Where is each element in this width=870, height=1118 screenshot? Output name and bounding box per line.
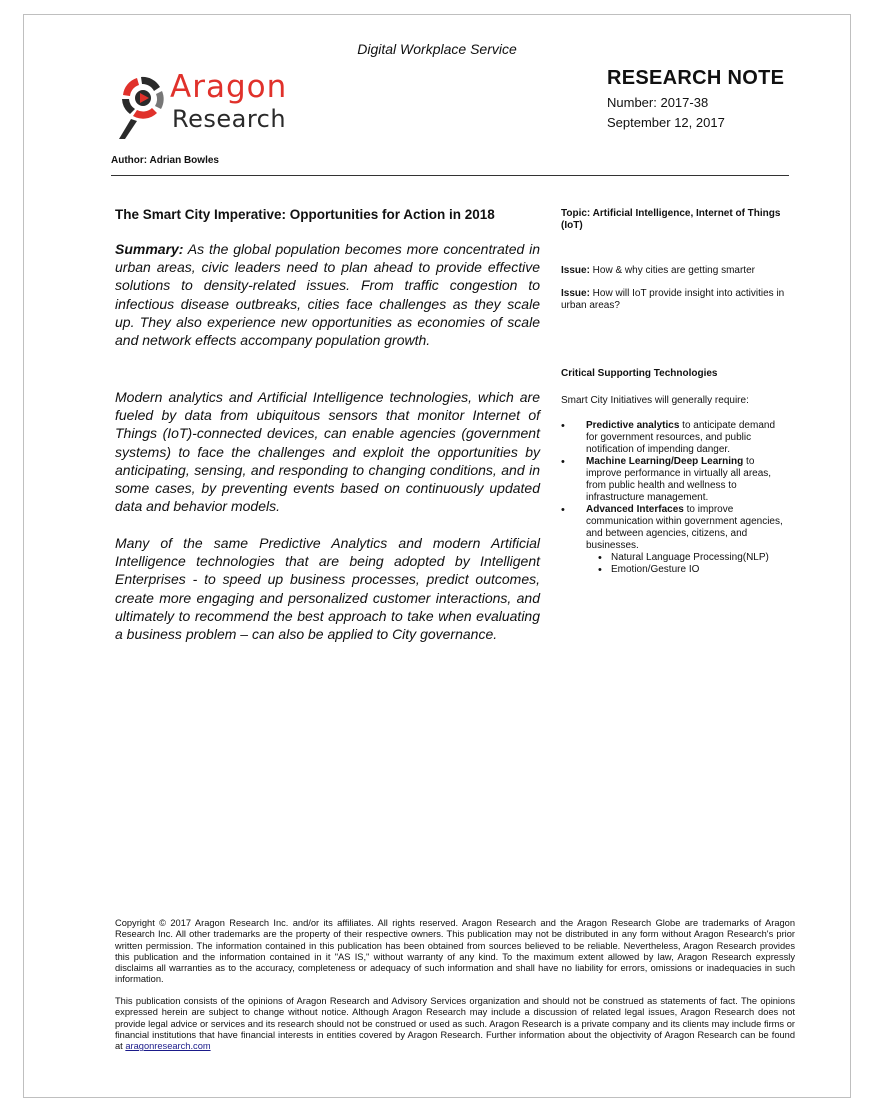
opinions-notice: This publication consists of the opinions of Aragon Research and Advisory Services organization and should not be construed as statements of fact. The opinions expressed herein are subject to change without notice. Although Aragon Research may include a discussion of related legal issues, Aragon Research does not provide legal advice or services and its research should not be construed or used as such. Aragon Research is a private company and its clients may include firms or financial institutions that have financial interests in entities covered by Aragon Research. Further information about the objectivity of Aragon Research can be found at aragonresearch.com: [115, 996, 795, 1052]
note-date: September 12, 2017: [607, 115, 725, 130]
aragon-globe-icon: [117, 69, 169, 139]
article-title: The Smart City Imperative: Opportunities for Action in 2018: [115, 207, 495, 222]
logo-word-aragon: Aragon: [170, 69, 288, 105]
list-item: • Machine Learning/Deep Learning to improve performance in virtually all areas, from public health and wellness to infrastructure management.: [561, 456, 786, 504]
summary-label: Summary:: [115, 241, 184, 257]
copyright-notice: Copyright © 2017 Aragon Research Inc. and/or its affiliates. All rights reserved. Aragon Research and the Aragon Research Globe are trademarks of Aragon Research Inc. All other trademarks are the property of their respective owners. This publication may not be distributed in any form without Aragon Research's prior written permission. The information contained in this publication has been obtained from sources believed to be reliable. Nevertheless, Aragon Research provides this publication and the information contained in it "AS IS," without warranty of any kind. To the maximum extent allowed by law, Aragon Research expressly disclaims all warranties as to the accuracy, completeness or adequacy of such information and shall have no liability for errors, omissions or inadequacies in such information.: [115, 918, 795, 985]
cst-heading: Critical Supporting Technologies: [561, 368, 718, 379]
sub-list-item: • Emotion/Gesture IO: [586, 564, 786, 576]
note-number: Number: 2017-38: [607, 95, 709, 110]
paragraph-3: Many of the same Predictive Analytics and modern Artificial Intelligence technologies that are being adopted by Intelligent Enterprises - to speed up business processes, predict outcomes, create more engaging and personalized customer interactions, and ultimately to recommend the best approach to take when evaluating a business problem – can also be applied to City governance.: [115, 535, 540, 643]
service-name: Digital Workplace Service: [357, 41, 517, 57]
document-page: [23, 14, 851, 1098]
summary-text: As the global population becomes more concentrated in urban areas, civic leaders need to plan ahead to provide effective solutions to density-related issues. From traffic congestion to infectious disease outbreaks, cities face challenges as they scale up. They also experience new opportunities as economies of scale and network effects accompany population growth.: [115, 241, 540, 349]
cst-list: [561, 420, 786, 576]
issue-2-label: Issue:: [561, 288, 590, 299]
logo-word-research: Research: [172, 105, 287, 133]
aragon-research-link[interactable]: aragonresearch.com: [125, 1041, 211, 1052]
list-item: • Predictive analytics to anticipate demand for government resources, and public notification of impending danger.: [561, 420, 786, 456]
list-item: • Advanced Interfaces to improve communication within government agencies, and between agencies, citizens, and businesses.: [561, 504, 786, 552]
author: Author: Adrian Bowles: [111, 155, 219, 166]
header-divider: [111, 175, 789, 176]
summary-paragraph: [115, 240, 540, 349]
sub-list-item: • Natural Language Processing(NLP): [586, 552, 786, 564]
issue-2-text: How will IoT provide insight into activities in urban areas?: [561, 288, 785, 311]
paragraph-2: Modern analytics and Artificial Intelligence technologies, which are fueled by data from ubiquitous sensors that monitor Internet of Things (IoT)-connected devices, can enable agencies (government systems) to face the challenges and exploit the opportunities by anticipating, sensing, and responding to changing conditions, and in some cases, by preventing events based on continuously updated data and behavior models.: [115, 389, 540, 515]
issue-1: [561, 265, 786, 277]
topic: Topic: Artificial Intelligence, Internet of Things (IoT): [561, 208, 781, 231]
cst-intro: Smart City Initiatives will generally require:: [561, 395, 749, 406]
aragon-logo: [117, 67, 317, 147]
issue-2: [561, 288, 786, 312]
issue-1-label: Issue:: [561, 265, 590, 276]
issue-1-text: How & why cities are getting smarter: [589, 265, 755, 276]
research-note-title: RESEARCH NOTE: [607, 67, 785, 89]
